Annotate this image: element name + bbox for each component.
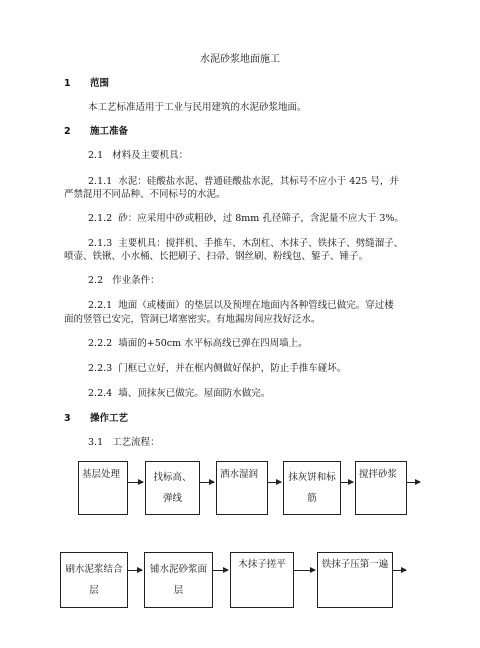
flow-step-box xyxy=(60,552,128,608)
section-2-heading xyxy=(64,126,128,138)
item-2-1-3-text: 主要机具：搅拌机、手推车、木刮杠、木抹子、铁抹子、劈缝溜子、 xyxy=(118,238,404,249)
subsection-3-1-title: 工艺流程： xyxy=(112,437,160,448)
section-1-heading xyxy=(64,78,109,90)
item-2-1-3-line2: 喷壶、铁锹、小水桶、长把刷子、扫帚、钢丝刷、粉线包、錾子、锤子。 xyxy=(64,251,369,262)
flow-arrow xyxy=(213,570,228,571)
flow-arrow xyxy=(128,482,143,483)
flow-step-label: 洒水湿润 xyxy=(220,469,259,480)
item-2-2-2 xyxy=(88,338,308,350)
item-2-2-3-number: 2.2.3 xyxy=(88,363,113,374)
subsection-3-1-number: 3.1 xyxy=(88,437,104,448)
section-1-title: 范围 xyxy=(90,78,110,89)
item-2-2-3 xyxy=(88,363,346,375)
item-2-1-2-text: 砂：应采用中砂或粗砂，过 8mm 孔径筛子，含泥量不应大于 3%。 xyxy=(118,213,404,224)
item-2-1-1-line1 xyxy=(88,176,399,188)
flow-step-box xyxy=(78,461,128,515)
section-3-heading xyxy=(64,413,128,425)
item-2-1-1-number: 2.1.1 xyxy=(88,176,113,187)
section-1-number: 1 xyxy=(64,78,71,89)
subsection-2-1-number: 2.1 xyxy=(88,150,104,161)
flow-arrow xyxy=(407,482,420,483)
item-2-1-3-number: 2.1.3 xyxy=(88,238,113,249)
section-3-title: 操作工艺 xyxy=(90,413,129,424)
flow-step-label: 基层处理 xyxy=(82,469,121,480)
item-2-1-3-line1 xyxy=(88,238,403,250)
item-2-2-1-line2: 面的竖管已安完，管洞已堵塞密实。有地漏房间应找好泛水。 xyxy=(64,314,321,325)
flow-arrow xyxy=(393,570,406,571)
flow-step-box xyxy=(144,552,213,608)
flow-step-label: 刷水泥浆结合 xyxy=(65,564,123,575)
flow-arrow xyxy=(341,482,353,483)
item-2-1-2 xyxy=(88,213,404,225)
item-2-2-2-number: 2.2.2 xyxy=(88,338,113,349)
flow-step-box xyxy=(355,461,407,515)
flow-step-box xyxy=(283,461,341,515)
item-2-1-1-text: 水泥：硅酸盐水泥、普通硅酸盐水泥，其标号不应小于 425 号，并 xyxy=(118,176,399,187)
section-1-body: 本工艺标准适用于工业与民用建筑的水泥砂浆地面。 xyxy=(88,102,307,113)
flow-step-box xyxy=(230,552,294,608)
item-2-2-4 xyxy=(88,388,270,400)
flow-step-box xyxy=(216,461,268,515)
flow-step-label: 搅拌砂浆 xyxy=(359,469,398,480)
item-2-2-3-text: 门框已立好，并在框内侧做好保护，防止手推车碰坏。 xyxy=(118,363,347,374)
flow-step-label-line2: 层 xyxy=(89,585,99,596)
flow-arrow xyxy=(200,482,214,483)
document-title: 水泥砂浆地面施工 xyxy=(200,54,280,65)
item-2-2-1-line1 xyxy=(88,300,394,312)
flow-step-box xyxy=(317,552,393,608)
item-2-1-1-line2: 严禁混用不同品种、不同标号的水泥。 xyxy=(64,189,226,200)
subsection-2-2-title: 作业条件： xyxy=(112,275,160,286)
item-2-2-4-text: 墙、顶抹灰已做完。屋面防水做完。 xyxy=(118,388,271,399)
flow-step-label: 铺水泥砂浆面 xyxy=(149,564,207,575)
item-2-2-1-text: 地面（或楼面）的垫层以及预埋在地面内各种管线已做完。穿过楼 xyxy=(118,300,394,311)
flow-step-label: 找标高、 xyxy=(153,472,192,483)
flow-arrow xyxy=(268,482,281,483)
flow-step-label-line2: 筋 xyxy=(307,493,317,504)
flow-step-label-line2: 弹线 xyxy=(162,493,182,504)
flow-step-label: 抹灰饼和标 xyxy=(288,472,336,483)
flow-step-label: 木抹子搓平 xyxy=(238,559,286,570)
subsection-3-1 xyxy=(88,437,160,449)
flow-step-label: 铁抹子压第一遍 xyxy=(321,559,389,570)
item-2-2-4-number: 2.2.4 xyxy=(88,388,113,399)
section-2-number: 2 xyxy=(64,126,71,137)
flow-step-label-line2: 层 xyxy=(173,585,184,596)
flow-step-box xyxy=(145,461,200,515)
item-2-2-2-text: 墙面的+50cm 水平标高线已弹在四周墙上。 xyxy=(118,338,308,349)
section-2-title: 施工准备 xyxy=(90,126,129,137)
subsection-2-1 xyxy=(88,150,188,162)
item-2-1-2-number: 2.1.2 xyxy=(88,213,113,224)
subsection-2-1-title: 材料及主要机具： xyxy=(112,150,189,161)
flow-arrow xyxy=(294,570,315,571)
subsection-2-2 xyxy=(88,275,160,287)
subsection-2-2-number: 2.2 xyxy=(88,275,104,286)
section-3-number: 3 xyxy=(64,413,71,424)
item-2-2-1-number: 2.2.1 xyxy=(88,300,113,311)
flow-arrow xyxy=(128,570,142,571)
